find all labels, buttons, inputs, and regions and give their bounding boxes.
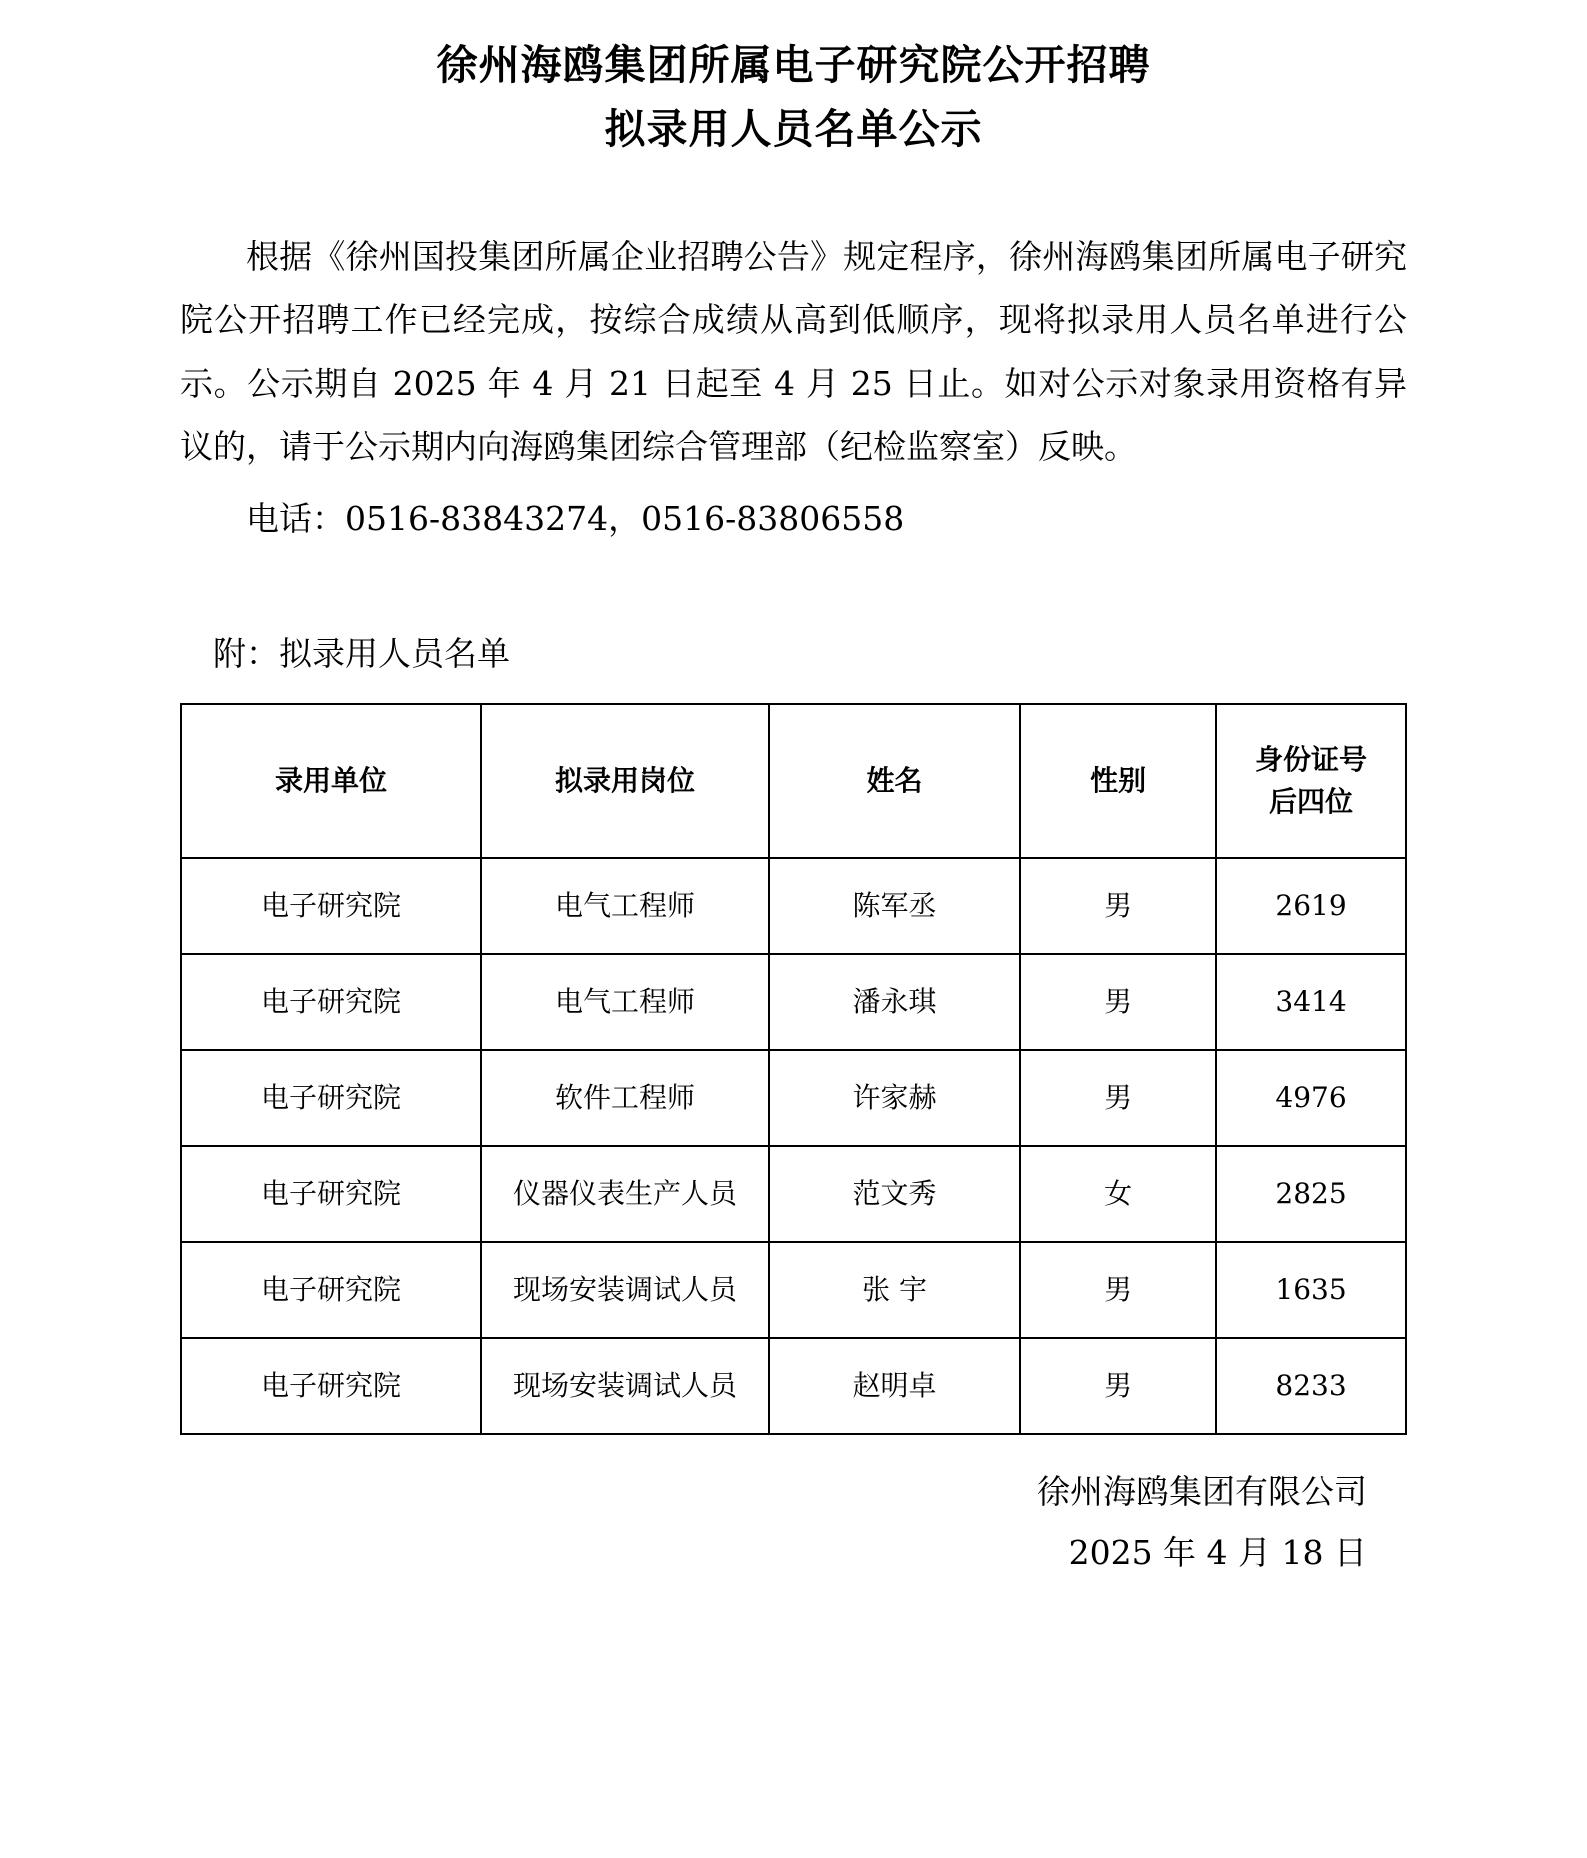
cell-name: 陈军丞 bbox=[769, 858, 1020, 954]
cell-unit: 电子研究院 bbox=[181, 1146, 481, 1242]
column-header-id-last4 bbox=[1216, 704, 1406, 858]
cell-position: 仪器仪表生产人员 bbox=[481, 1146, 769, 1242]
table-row bbox=[181, 1338, 1406, 1434]
notice-paragraph-1: 根据《徐州国投集团所属企业招聘公告》规定程序，徐州海鸥集团所属电子研究院公开招聘工作已经完成，按综合成绩从高到低顺序，现将拟录用人员名单进行公示。公示期自 2025 年 4 月 21 日起至 4 月 25 日止。如对公示对象录用资格有异议的，请于公示期内向海鸥集团综合管理部（纪检监察室）反映。 bbox=[180, 237, 1407, 467]
cell-id-last4: 2825 bbox=[1216, 1146, 1406, 1242]
cell-position: 电气工程师 bbox=[481, 954, 769, 1050]
cell-name: 张 宇 bbox=[769, 1242, 1020, 1338]
table-row bbox=[181, 1242, 1406, 1338]
cell-gender: 男 bbox=[1020, 1242, 1216, 1338]
column-header-id-line-1: 身份证号 bbox=[1255, 742, 1368, 776]
cell-position: 电气工程师 bbox=[481, 858, 769, 954]
cell-unit: 电子研究院 bbox=[181, 1242, 481, 1338]
cell-id-last4: 4976 bbox=[1216, 1050, 1406, 1146]
cell-unit: 电子研究院 bbox=[181, 1050, 481, 1146]
column-header-gender: 性别 bbox=[1020, 704, 1216, 858]
cell-unit: 电子研究院 bbox=[181, 954, 481, 1050]
cell-gender: 女 bbox=[1020, 1146, 1216, 1242]
table-row bbox=[181, 954, 1406, 1050]
cell-id-last4: 1635 bbox=[1216, 1242, 1406, 1338]
table-row bbox=[181, 1050, 1406, 1146]
cell-name: 赵明卓 bbox=[769, 1338, 1020, 1434]
signature-organization: 徐州海鸥集团有限公司 bbox=[1037, 1471, 1367, 1511]
cell-name: 范文秀 bbox=[769, 1146, 1020, 1242]
cell-id-last4: 8233 bbox=[1216, 1338, 1406, 1434]
cell-gender: 男 bbox=[1020, 1050, 1216, 1146]
notice-paragraph-2: 电话：0516-83843274，0516-83806558 bbox=[246, 498, 905, 538]
cell-position: 软件工程师 bbox=[481, 1050, 769, 1146]
cell-id-last4: 2619 bbox=[1216, 858, 1406, 954]
cell-unit: 电子研究院 bbox=[181, 1338, 481, 1434]
table-row bbox=[181, 1146, 1406, 1242]
candidate-table bbox=[180, 703, 1407, 1435]
cell-id-last4: 3414 bbox=[1216, 954, 1406, 1050]
cell-name: 许家赫 bbox=[769, 1050, 1020, 1146]
table-header-row bbox=[181, 704, 1406, 858]
cell-gender: 男 bbox=[1020, 954, 1216, 1050]
cell-name: 潘永琪 bbox=[769, 954, 1020, 1050]
column-header-unit: 录用单位 bbox=[181, 704, 481, 858]
column-header-name: 姓名 bbox=[769, 704, 1020, 858]
attachment-label: 附：拟录用人员名单 bbox=[213, 633, 510, 673]
signature-date: 2025 年 4 月 18 日 bbox=[1068, 1532, 1367, 1572]
notice-body bbox=[180, 225, 1407, 550]
page-title bbox=[180, 34, 1407, 161]
cell-gender: 男 bbox=[1020, 1338, 1216, 1434]
page-title-line-1: 徐州海鸥集团所属电子研究院公开招聘 bbox=[436, 41, 1151, 89]
page-title-line-2: 拟录用人员名单公示 bbox=[604, 104, 983, 153]
column-header-id-line-2: 后四位 bbox=[1269, 784, 1354, 818]
cell-position: 现场安装调试人员 bbox=[481, 1242, 769, 1338]
signature-block bbox=[180, 1461, 1407, 1583]
cell-gender: 男 bbox=[1020, 858, 1216, 954]
cell-position: 现场安装调试人员 bbox=[481, 1338, 769, 1434]
table-row bbox=[181, 858, 1406, 954]
column-header-position: 拟录用岗位 bbox=[481, 704, 769, 858]
cell-unit: 电子研究院 bbox=[181, 858, 481, 954]
